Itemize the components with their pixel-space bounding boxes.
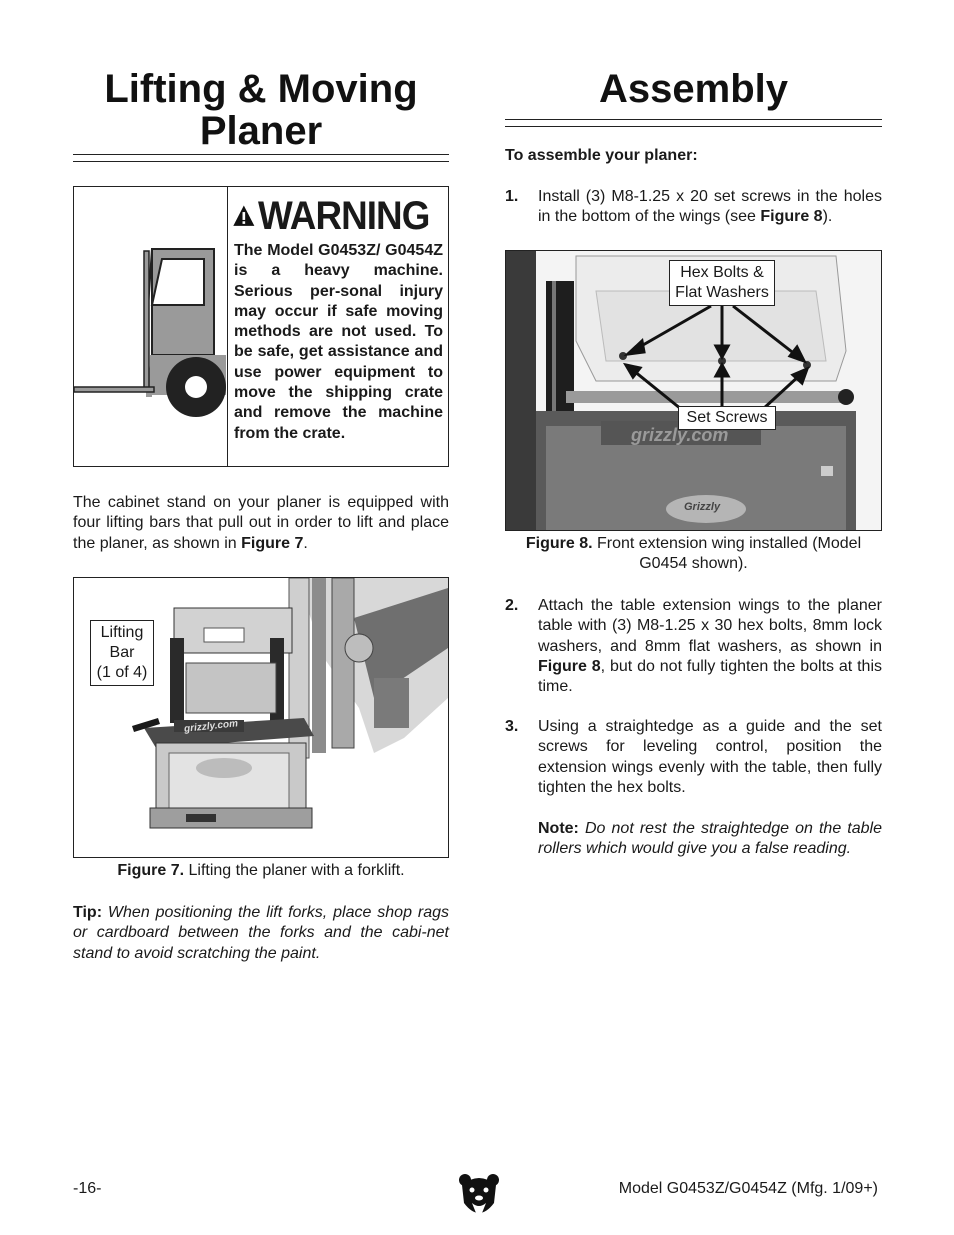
- figure-8-image: [505, 250, 882, 531]
- tip-label: Tip:: [73, 904, 103, 921]
- figure-8-caption: Figure 8. Front extension wing installed (Model G0454 shown).: [525, 535, 862, 572]
- hex-bolts-callout: Hex Bolts & Flat Washers: [669, 260, 775, 306]
- lifting-intro-paragraph: The cabinet stand on your planer is equipped with four lifting bars that pull out in order to lift and place the planer, as shown in Figure 7.: [73, 494, 449, 552]
- figure7-logo-text: grizzly.com: [183, 718, 239, 735]
- warning-triangle-icon: [232, 198, 256, 234]
- figure8-badge-text: Grizzly: [684, 501, 721, 513]
- page-number: -16-: [73, 1180, 102, 1197]
- model-footer: Model G0453Z/G0454Z (Mfg. 1/09+): [618, 1180, 878, 1197]
- figure-7-image: [73, 577, 449, 858]
- section-title-assembly: Assembly: [599, 67, 788, 111]
- title-divider: [505, 119, 882, 127]
- warning-header: [232, 191, 444, 241]
- step-1: 1. Install (3) M8-1.25 x 20 set screws in the holes in the bottom of the wings (see Figure 8).: [505, 188, 882, 226]
- figure7-ref: Figure 7: [241, 534, 304, 552]
- lifting-bar-callout: Lifting Bar (1 of 4): [90, 620, 154, 686]
- figure-7-caption: Figure 7. Lifting the planer with a forklift.: [117, 862, 405, 879]
- set-screws-callout: Set Screws: [678, 406, 776, 430]
- note-label: Note:: [538, 820, 579, 837]
- grizzly-bear-logo: [458, 1173, 500, 1221]
- figure8-logo-text: grizzly.com: [631, 425, 729, 445]
- tip-text: When positioning the lift forks, place shop rags or cardboard between the forks and the cabi-net stand to avoid scratching the paint.: [73, 904, 449, 962]
- title-divider: [73, 154, 449, 162]
- warning-box: [73, 186, 449, 467]
- step-3: 3. Using a straightedge as a guide and the set screws for leveling control, position the extension wings evenly with the table, then fully tighten the hex bolts.: [505, 718, 882, 796]
- tip-paragraph: [73, 903, 449, 964]
- forklift-icon: [74, 187, 228, 466]
- warning-text: The Model G0453Z/ G0454Z is a heavy machine. Serious per-sonal injury may occur if safe moving methods are not used. To be safe, get assistance and use power equipment to move the shipping crate and remove the machine from the crate.: [234, 242, 443, 442]
- assembly-intro: To assemble your planer:: [505, 147, 698, 164]
- title-line-1: Lifting & Moving: [104, 67, 418, 111]
- step-2: 2. Attach the table extension wings to the planer table with (3) M8-1.25 x 30 hex bolts, 8mm lock washers, and 8mm flat washers, as shown in Figure 8, but do not fully tighten the bolts at this time.: [505, 597, 883, 696]
- title-line-2: Planer: [199, 109, 323, 153]
- note-block: [505, 819, 882, 883]
- section-title-lifting: [73, 68, 449, 152]
- warning-word: WARNING: [257, 193, 430, 238]
- note-text: Do not rest the straightedge on the table rollers which would give you a false reading.: [538, 820, 882, 858]
